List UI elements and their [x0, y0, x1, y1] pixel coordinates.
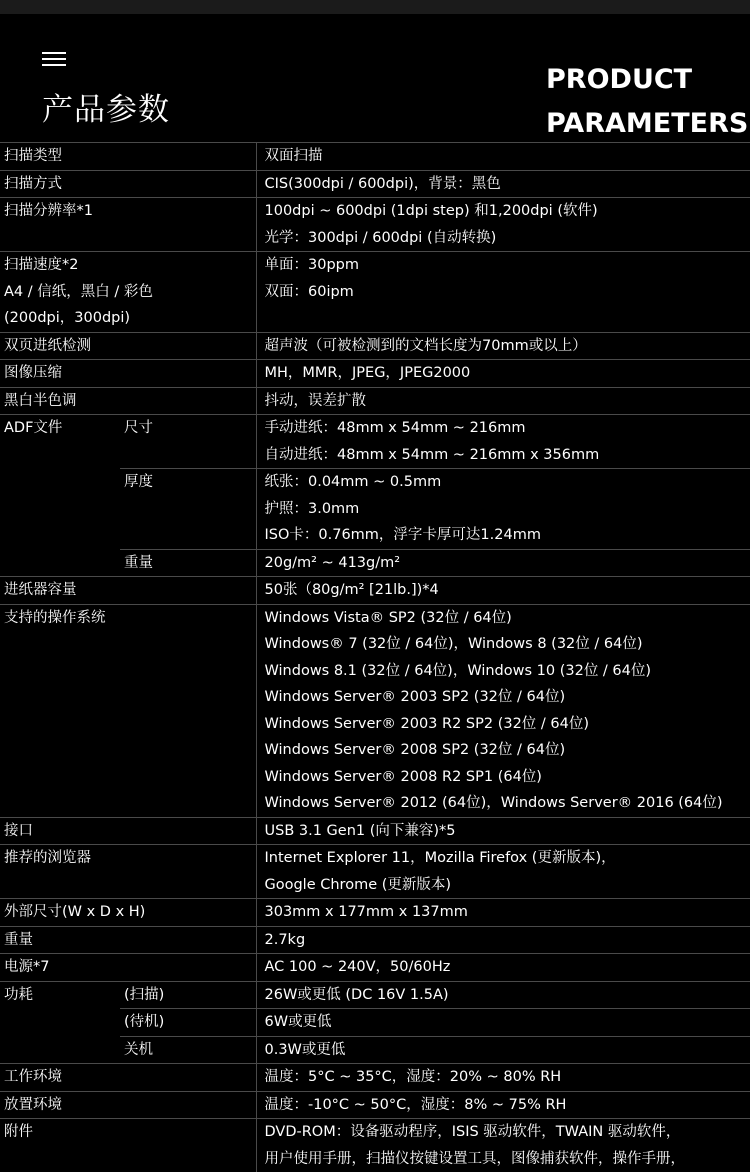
spec-value-line: 303mm x 177mm x 137mm: [265, 899, 747, 926]
spec-sublabel: (待机): [120, 1009, 256, 1037]
spec-row: [0, 845, 750, 899]
spec-value-line: ISO卡：0.76mm，浮字卡厚可达1.24mm: [265, 522, 747, 549]
spec-label: [0, 926, 256, 954]
spec-value: [256, 549, 750, 577]
spec-label-line: 功耗: [4, 982, 116, 1009]
spec-value-line: Windows 8.1 (32位 / 64位)，Windows 10 (32位 / 64位): [265, 658, 747, 685]
spec-label: [0, 981, 120, 1064]
spec-label: [0, 954, 256, 982]
spec-label: [0, 845, 256, 899]
spec-row: [0, 1064, 750, 1092]
spec-value-line: 护照：3.0mm: [265, 496, 747, 523]
spec-label: [0, 899, 256, 927]
spec-value: [256, 415, 750, 469]
spec-value-line: Windows Server® 2003 R2 SP2 (32位 / 64位): [265, 711, 747, 738]
spec-row: [0, 198, 750, 252]
spec-label: [0, 577, 256, 605]
spec-row: [0, 387, 750, 415]
spec-value-line: CIS(300dpi / 600dpi)，背景：黑色: [265, 171, 747, 198]
spec-value-line: 50张（80g/m² [21lb.])*4: [265, 577, 747, 604]
spec-label-line: 黑白半色调: [4, 388, 252, 415]
spec-value-line: AC 100 ~ 240V，50/60Hz: [265, 954, 747, 981]
spec-value-line: 100dpi ~ 600dpi (1dpi step) 和1,200dpi (软件): [265, 198, 747, 225]
spec-row: [0, 981, 750, 1009]
spec-row: [0, 926, 750, 954]
spec-value-line: 抖动，误差扩散: [265, 388, 747, 415]
spec-value: [256, 845, 750, 899]
spec-label-line: 附件: [4, 1119, 252, 1146]
spec-sublabel: 尺寸: [120, 415, 256, 469]
spec-row: [0, 143, 750, 171]
spec-value-line: 纸张：0.04mm ~ 0.5mm: [265, 469, 747, 496]
spec-value: [256, 817, 750, 845]
spec-value: [256, 387, 750, 415]
spec-value-line: Windows Server® 2008 SP2 (32位 / 64位): [265, 737, 747, 764]
spec-label: [0, 360, 256, 388]
spec-label: [0, 1119, 256, 1172]
spec-value: [256, 577, 750, 605]
spec-label-line: 外部尺寸(W x D x H): [4, 899, 252, 926]
spec-value-line: 温度：-10°C ~ 50°C，湿度：8% ~ 75% RH: [265, 1092, 747, 1119]
spec-row: [0, 954, 750, 982]
spec-value: [256, 170, 750, 198]
spec-row: [0, 604, 750, 817]
spec-row: [0, 170, 750, 198]
spec-value-line: 温度：5°C ~ 35°C，湿度：20% ~ 80% RH: [265, 1064, 747, 1091]
spec-label: [0, 817, 256, 845]
spec-row: [0, 577, 750, 605]
spec-label-line: 电源*7: [4, 954, 252, 981]
spec-value: [256, 604, 750, 817]
spec-value-line: 用户使用手册，扫描仪按键设置工具，图像捕获软件，操作手册，: [265, 1146, 747, 1172]
spec-label: [0, 143, 256, 171]
hamburger-menu-icon[interactable]: [42, 52, 66, 66]
spec-value-line: 20g/m² ~ 413g/m²: [265, 550, 747, 577]
spec-table: [0, 142, 750, 1172]
spec-row: [0, 332, 750, 360]
spec-label: [0, 604, 256, 817]
spec-label-line: 工作环境: [4, 1064, 252, 1091]
spec-label: [0, 332, 256, 360]
spec-sublabel: 关机: [120, 1036, 256, 1064]
top-bar: [0, 0, 750, 14]
spec-value: [256, 332, 750, 360]
spec-label: [0, 1091, 256, 1119]
spec-value-line: 单面：30ppm: [265, 252, 747, 279]
spec-sublabel: 重量: [120, 549, 256, 577]
spec-value-line: 光学：300dpi / 600dpi (自动转换): [265, 225, 747, 252]
spec-label-line: 重量: [4, 927, 252, 954]
spec-value-line: 2.7kg: [265, 927, 747, 954]
spec-label-line: A4 / 信纸，黑白 / 彩色: [4, 279, 252, 306]
spec-value: [256, 360, 750, 388]
spec-sublabel: 厚度: [120, 469, 256, 550]
spec-label: [0, 198, 256, 252]
spec-value-line: 超声波（可被检测到的文档长度为70mm或以上）: [265, 333, 747, 360]
spec-row: [0, 360, 750, 388]
spec-row: [0, 1119, 750, 1172]
spec-value: [256, 252, 750, 333]
spec-value: [256, 469, 750, 550]
spec-value-line: 手动进纸：48mm x 54mm ~ 216mm: [265, 415, 747, 442]
spec-label-line: 双页进纸检测: [4, 333, 252, 360]
spec-value-line: 0.3W或更低: [265, 1037, 747, 1064]
spec-label: [0, 170, 256, 198]
spec-value: [256, 1036, 750, 1064]
spec-row: [0, 1091, 750, 1119]
spec-value: [256, 1009, 750, 1037]
spec-value-line: DVD-ROM：设备驱动程序，ISIS 驱动软件，TWAIN 驱动软件，: [265, 1119, 747, 1146]
spec-label-line: 支持的操作系统: [4, 605, 252, 632]
spec-value: [256, 1091, 750, 1119]
title-en-line-1: PRODUCT: [546, 58, 748, 102]
spec-value-line: 自动进纸：48mm x 54mm ~ 216mm x 356mm: [265, 442, 747, 469]
spec-label-line: ADF文件: [4, 415, 116, 442]
spec-label-line: 进纸器容量: [4, 577, 252, 604]
spec-label-line: 扫描分辨率*1: [4, 198, 252, 225]
spec-row: [0, 415, 750, 469]
spec-value-line: Windows Server® 2008 R2 SP1 (64位): [265, 764, 747, 791]
spec-label: [0, 252, 256, 333]
spec-value-line: Internet Explorer 11，Mozilla Firefox (更新版本)，: [265, 845, 747, 872]
spec-value-line: 双面扫描: [265, 143, 747, 170]
spec-row: [0, 252, 750, 333]
spec-label-line: (200dpi，300dpi): [4, 305, 252, 332]
spec-label: [0, 415, 120, 577]
spec-value-line: 双面：60ipm: [265, 279, 747, 306]
spec-label-line: 图像压缩: [4, 360, 252, 387]
spec-value: [256, 1064, 750, 1092]
spec-value: [256, 143, 750, 171]
title-en-line-2: PARAMETERS: [546, 102, 748, 146]
page-title-chinese: 产品参数: [42, 84, 170, 129]
spec-value-line: Windows Server® 2003 SP2 (32位 / 64位): [265, 684, 747, 711]
spec-label-line: 扫描速度*2: [4, 252, 252, 279]
spec-value-line: MH，MMR，JPEG，JPEG2000: [265, 360, 747, 387]
spec-value: [256, 899, 750, 927]
spec-label-line: 扫描方式: [4, 171, 252, 198]
spec-value-line: 26W或更低 (DC 16V 1.5A): [265, 982, 747, 1009]
spec-row: [0, 899, 750, 927]
spec-value-line: Google Chrome (更新版本): [265, 872, 747, 899]
spec-value: [256, 954, 750, 982]
spec-value-line: Windows® 7 (32位 / 64位)，Windows 8 (32位 / 64位): [265, 631, 747, 658]
spec-label-line: 接口: [4, 818, 252, 845]
spec-row: [0, 817, 750, 845]
spec-label: [0, 387, 256, 415]
spec-value-line: USB 3.1 Gen1 (向下兼容)*5: [265, 818, 747, 845]
spec-value: [256, 981, 750, 1009]
spec-label: [0, 1064, 256, 1092]
spec-label-line: 扫描类型: [4, 143, 252, 170]
spec-value-line: Windows Vista® SP2 (32位 / 64位): [265, 605, 747, 632]
spec-value: [256, 1119, 750, 1172]
spec-value: [256, 198, 750, 252]
spec-label-line: 放置环境: [4, 1092, 252, 1119]
page-header: [0, 14, 750, 142]
spec-value-line: Windows Server® 2012 (64位)，Windows Server® 2016 (64位): [265, 790, 747, 817]
spec-value: [256, 926, 750, 954]
spec-label-line: 推荐的浏览器: [4, 845, 252, 872]
spec-sublabel: (扫描): [120, 981, 256, 1009]
spec-value-line: 6W或更低: [265, 1009, 747, 1036]
page-title-english: [546, 58, 748, 146]
